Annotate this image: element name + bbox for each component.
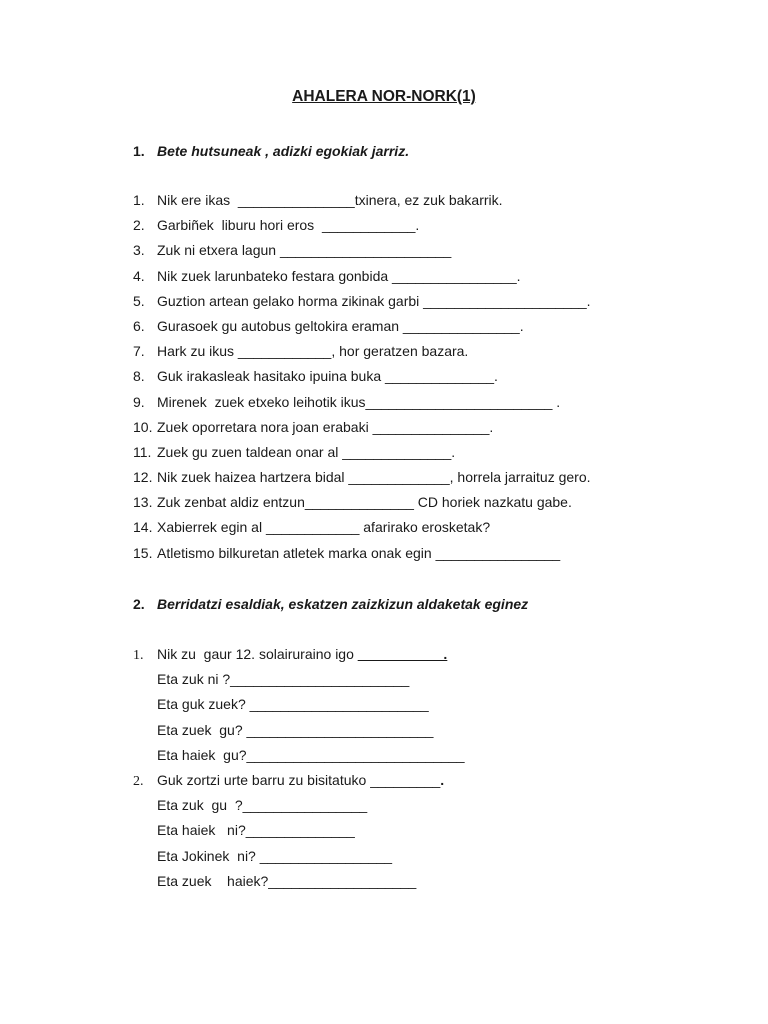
item-number: 6.	[133, 317, 145, 334]
list-item	[133, 419, 591, 444]
item-number: 3.	[133, 242, 145, 259]
item-number: 1.	[133, 192, 145, 208]
list-item	[133, 217, 591, 242]
section1-heading-text: Bete hutsuneak , adizki egokiak jarriz.	[157, 143, 410, 159]
item-text: Atletismo bilkuretan atletek marka onak egin ________________	[157, 544, 561, 561]
exercise-sub-line: Eta zuek haiek?___________________	[157, 872, 417, 889]
item-text: Zuk ni etxera lagun ______________________	[157, 242, 452, 259]
item-number: 8.	[133, 368, 145, 385]
exercise-main-line	[133, 646, 465, 671]
item-text: Zuek oporretara nora joan erabaki _______________.	[157, 418, 494, 435]
list-item	[133, 545, 591, 570]
section1-list	[133, 192, 591, 570]
exercise-text: Guk zortzi urte barru zu bisitatuko _________	[157, 771, 441, 788]
list-item	[133, 394, 591, 419]
section2-heading-text: Berridatzi esaldiak, eskatzen zaizkizun aldaketak eginez	[157, 596, 529, 612]
list-item	[133, 192, 591, 217]
item-number: 15.	[133, 544, 153, 561]
exercise-sub-line: Eta zuek gu? ________________________	[157, 721, 434, 738]
list-item	[133, 318, 591, 343]
item-text: Zuk zenbat aldiz entzun______________ CD horiek nazkatu gabe.	[157, 494, 572, 511]
exercise-number: 1.	[133, 648, 144, 663]
exercise-end-mark: .	[440, 771, 445, 788]
item-number: 11.	[133, 443, 152, 460]
exercise-main-line	[133, 772, 465, 797]
item-text: Guk irakasleak hasitako ipuina buka ______________.	[157, 368, 498, 385]
list-item	[133, 368, 591, 393]
exercise-sub-line: Eta Jokinek ni? _________________	[157, 847, 393, 864]
item-number: 10.	[133, 418, 153, 435]
section2-number: 2.	[133, 596, 145, 612]
item-text: Garbiñek liburu hori eros ____________.	[157, 217, 420, 234]
exercise-sub-line: Eta haiek ni?______________	[157, 822, 355, 839]
exercise-sub-line: Eta zuk gu ?________________	[157, 797, 368, 814]
exercise-sub-line: Eta haiek gu?____________________________	[157, 746, 465, 763]
item-text: Zuek gu zuen taldean onar al ______________.	[157, 443, 456, 460]
list-item	[133, 444, 591, 469]
exercise-number: 2.	[133, 773, 144, 789]
item-text: Gurasoek gu autobus geltokira eraman _______________.	[157, 317, 524, 334]
item-number: 7.	[133, 343, 145, 360]
exercise-sub-line: Eta zuk ni ?_______________________	[157, 671, 410, 688]
item-text: Guztion artean gelako horma zikinak garbi _____________________.	[157, 292, 591, 309]
item-number: 12.	[133, 469, 153, 486]
list-item	[133, 268, 591, 293]
exercise-blank: ___________.	[357, 646, 448, 662]
item-text: Mirenek zuek etxeko leihotik ikus________________________ .	[157, 393, 561, 410]
list-item	[133, 519, 591, 544]
item-text: Hark zu ikus ____________, hor geratzen bazara.	[157, 343, 469, 360]
section2-list	[133, 646, 465, 898]
list-item	[133, 343, 591, 368]
item-text: Xabierrek egin al ____________ afarirako erosketak?	[157, 519, 491, 536]
list-item	[133, 494, 591, 519]
item-number: 2.	[133, 217, 145, 234]
page-title: AHALERA NOR-NORK(1)	[292, 88, 476, 105]
item-number: 5.	[133, 292, 145, 309]
list-item	[133, 469, 591, 494]
section1-number: 1.	[133, 143, 145, 159]
item-text: Nik zuek larunbateko festara gonbida ________________.	[157, 267, 521, 284]
section1-heading	[133, 143, 409, 159]
exercise-text: Nik zu gaur 12. solairuraino igo	[157, 646, 358, 662]
item-number: 4.	[133, 267, 145, 284]
section2-heading	[133, 596, 528, 612]
item-text: Nik ere ikas _______________txinera, ez zuk bakarrik.	[157, 192, 503, 208]
exercise-sub-line: Eta guk zuek? _______________________	[157, 696, 429, 713]
list-item	[133, 293, 591, 318]
item-number: 14.	[133, 519, 153, 536]
item-number: 13.	[133, 494, 153, 511]
item-number: 9.	[133, 393, 145, 410]
list-item	[133, 242, 591, 267]
item-text: Nik zuek haizea hartzera bidal _____________, horrela jarraituz gero.	[157, 469, 591, 486]
